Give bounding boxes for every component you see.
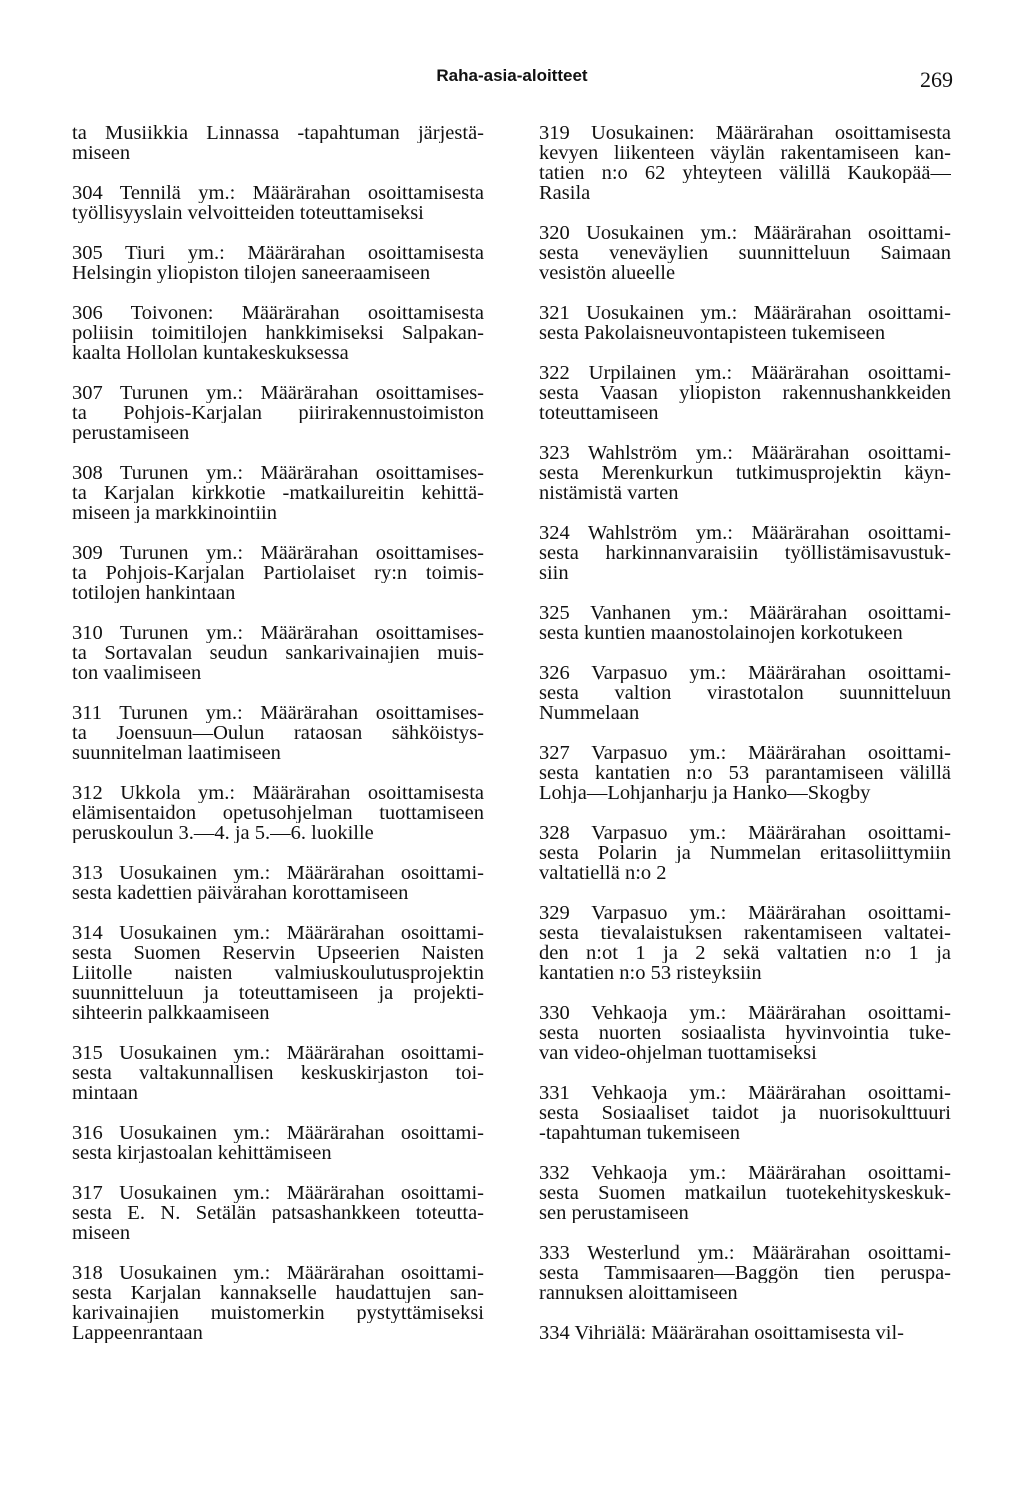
text-line: 322 Urpilainen ym.: Määrärahan osoittami-: [539, 363, 951, 383]
right-column: [539, 123, 951, 1363]
text-line: sesta Pakolaisneuvontapisteen tukemiseen: [539, 323, 886, 343]
text-line: Rasila: [539, 183, 591, 203]
text-line: sesta Suomen matkailun tuotekehityskeskuk-: [539, 1183, 951, 1203]
right-column-entry: [539, 903, 951, 983]
left-column-entry: [72, 543, 484, 603]
text-line: sesta Polarin ja Nummelan eritasoliittymiin: [539, 843, 951, 863]
text-line: miseen: [72, 143, 131, 163]
text-line: miseen: [72, 1223, 131, 1243]
text-line: 313 Uosukainen ym.: Määrärahan osoittami-: [72, 863, 484, 883]
text-line: perustamiseen: [72, 423, 190, 443]
right-column-entry: [539, 223, 951, 283]
text-line: van video-ohjelman tuottamiseksi: [539, 1043, 817, 1063]
text-line: 315 Uosukainen ym.: Määrärahan osoittami-: [72, 1043, 484, 1063]
text-line: 316 Uosukainen ym.: Määrärahan osoittami-: [72, 1123, 484, 1143]
right-column-entry: [539, 123, 951, 203]
text-line: karivainajien muistomerkin pystyttämiseksi: [72, 1303, 484, 1323]
text-line: Lappeenrantaan: [72, 1323, 203, 1343]
text-line: 327 Varpasuo ym.: Määrärahan osoittami-: [539, 743, 951, 763]
text-line: 331 Vehkaoja ym.: Määrärahan osoittami-: [539, 1083, 951, 1103]
text-line: 308 Turunen ym.: Määrärahan osoittamises-: [72, 463, 484, 483]
text-line: 311 Turunen ym.: Määrärahan osoittamises-: [72, 703, 484, 723]
text-line: elämisentaidon opetusohjelman tuottamiseen: [72, 803, 484, 823]
right-column-entry: [539, 363, 951, 423]
text-line: 321 Uosukainen ym.: Määrärahan osoittami-: [539, 303, 951, 323]
text-line: peruskoulun 3.—4. ja 5.—6. luokille: [72, 823, 374, 843]
text-line: sesta nuorten sosiaalista hyvinvointia tuke-: [539, 1023, 951, 1043]
text-line: sesta valtakunnallisen keskuskirjaston toi-: [72, 1063, 484, 1083]
left-column-entry: [72, 1123, 484, 1163]
text-line: Lohja—Lohjanharju ja Hanko—Skogby: [539, 783, 871, 803]
text-line: ton vaalimiseen: [72, 663, 202, 683]
text-line: rannuksen aloittamiseen: [539, 1283, 738, 1303]
text-line: sesta Vaasan yliopiston rakennushankkeiden: [539, 383, 951, 403]
text-line: 320 Uosukainen ym.: Määrärahan osoittami-: [539, 223, 951, 243]
text-line: 310 Turunen ym.: Määrärahan osoittamises-: [72, 623, 484, 643]
text-line: mintaan: [72, 1083, 139, 1103]
text-line: nistämistä varten: [539, 483, 679, 503]
text-line: suunnitelman laatimiseen: [72, 743, 281, 763]
text-line: poliisin toimitilojen hankkimiseksi Salpakan-: [72, 323, 484, 343]
text-line: 317 Uosukainen ym.: Määrärahan osoittami-: [72, 1183, 484, 1203]
text-line: 312 Ukkola ym.: Määrärahan osoittamisesta: [72, 783, 484, 803]
text-line: toteuttamiseen: [539, 403, 659, 423]
right-column-entry: [539, 523, 951, 583]
text-line: kantatien n:o 53 risteyksiin: [539, 963, 762, 983]
left-column-entry: [72, 383, 484, 443]
text-line: sesta E. N. Setälän patsashankkeen toteutta-: [72, 1203, 484, 1223]
text-line: työllisyyslain velvoitteiden toteuttamiseksi: [72, 203, 424, 223]
text-line: sesta Merenkurkun tutkimusprojektin käyn-: [539, 463, 951, 483]
left-column-entry: [72, 1263, 484, 1343]
left-column-entry: [72, 243, 484, 283]
right-column-entry: [539, 603, 951, 643]
right-column-entry: [539, 1163, 951, 1223]
left-column-entry: [72, 783, 484, 843]
text-line: 314 Uosukainen ym.: Määrärahan osoittami-: [72, 923, 484, 943]
page-number: 269: [920, 67, 953, 92]
text-line: 324 Wahlström ym.: Määrärahan osoittami-: [539, 523, 951, 543]
left-column-entry: [72, 703, 484, 763]
text-line: ta Pohjois-Karjalan piirirakennustoimiston: [72, 403, 484, 423]
text-line: totilojen hankintaan: [72, 583, 236, 603]
right-column-entry: [539, 663, 951, 723]
right-column-entry: [539, 823, 951, 883]
text-line: ta Sortavalan seudun sankarivainajien muis-: [72, 643, 484, 663]
text-line: sesta Tammisaaren—Baggön tien peruspa-: [539, 1263, 951, 1283]
text-line: 333 Westerlund ym.: Määrärahan osoittami-: [539, 1243, 951, 1263]
text-line: Liitolle naisten valmiuskoulutusprojektin: [72, 963, 484, 983]
right-column-entry: [539, 1083, 951, 1143]
text-line: 306 Toivonen: Määrärahan osoittamisesta: [72, 303, 484, 323]
text-line: sesta kadettien päivärahan korottamiseen: [72, 883, 409, 903]
text-line: sen perustamiseen: [539, 1203, 689, 1223]
text-line: 305 Tiuri ym.: Määrärahan osoittamisesta: [72, 243, 484, 263]
text-line: miseen ja markkinointiin: [72, 503, 277, 523]
text-line: ta Pohjois-Karjalan Partiolaiset ry:n toimis-: [72, 563, 484, 583]
text-line: suunnitteluun ja toteuttamiseen ja projekti-: [72, 983, 484, 1003]
left-column-entry: [72, 923, 484, 1023]
left-column-entry: [72, 183, 484, 223]
right-column-entry: [539, 743, 951, 803]
right-column-entry: [539, 1323, 951, 1343]
text-line: 328 Varpasuo ym.: Määrärahan osoittami-: [539, 823, 951, 843]
text-line: 309 Turunen ym.: Määrärahan osoittamises-: [72, 543, 484, 563]
text-line: ta Joensuun—Oulun rataosan sähköistys-: [72, 723, 484, 743]
text-line: siin: [539, 563, 569, 583]
text-line: sesta veneväylien suunnitteluun Saimaan: [539, 243, 951, 263]
text-line: 325 Vanhanen ym.: Määrärahan osoittami-: [539, 603, 951, 623]
text-line: Nummelaan: [539, 703, 640, 723]
text-line: valtatiellä n:o 2: [539, 863, 667, 883]
text-line: 334 Vihriälä: Määrärahan osoittamisesta vil-: [539, 1323, 905, 1343]
text-line: sesta kantatien n:o 53 parantamiseen välillä: [539, 763, 951, 783]
text-line: sesta kuntien maanostolainojen korkotukeen: [539, 623, 903, 643]
text-line: sesta kirjastoalan kehittämiseen: [72, 1143, 332, 1163]
text-line: ta Musiikkia Linnassa -tapahtuman järjestä-: [72, 123, 484, 143]
text-line: 332 Vehkaoja ym.: Määrärahan osoittami-: [539, 1163, 951, 1183]
text-line: sesta harkinnanvaraisiin työllistämisavustuk-: [539, 543, 951, 563]
text-line: kaalta Hollolan kuntakeskuksessa: [72, 343, 349, 363]
text-line: kevyen liikenteen väylän rakentamiseen kan-: [539, 143, 951, 163]
text-line: tatien n:o 62 yhteyteen välillä Kaukopää—: [539, 163, 951, 183]
text-line: den n:ot 1 ja 2 sekä valtatien n:o 1 ja: [539, 943, 951, 963]
right-column-entry: [539, 443, 951, 503]
left-column-entry: [72, 303, 484, 363]
left-column-entry: [72, 463, 484, 523]
left-column-entry: [72, 1043, 484, 1103]
text-line: 323 Wahlström ym.: Määrärahan osoittami-: [539, 443, 951, 463]
text-line: 307 Turunen ym.: Määrärahan osoittamises-: [72, 383, 484, 403]
left-column-entry: [72, 623, 484, 683]
right-column-entry: [539, 1243, 951, 1303]
left-column-entry: [72, 1183, 484, 1243]
left-column: [72, 123, 484, 1363]
text-line: 326 Varpasuo ym.: Määrärahan osoittami-: [539, 663, 951, 683]
text-line: 304 Tennilä ym.: Määrärahan osoittamisesta: [72, 183, 484, 203]
left-column-entry: [72, 863, 484, 903]
text-line: sihteerin palkkaamiseen: [72, 1003, 270, 1023]
right-column-entry: [539, 303, 951, 343]
text-line: vesistön alueelle: [539, 263, 676, 283]
text-line: sesta Suomen Reservin Upseerien Naisten: [72, 943, 484, 963]
text-line: sesta tievalaistuksen rakentamiseen valtatei-: [539, 923, 951, 943]
text-line: 318 Uosukainen ym.: Määrärahan osoittami-: [72, 1263, 484, 1283]
text-line: sesta Sosiaaliset taidot ja nuorisokulttuuri: [539, 1103, 951, 1123]
text-line: sesta Karjalan kannakselle haudattujen san-: [72, 1283, 484, 1303]
text-line: Helsingin yliopiston tilojen saneeraamiseen: [72, 263, 431, 283]
running-header-title: Raha-asia-aloitteet: [436, 66, 588, 85]
left-column-entry: [72, 123, 484, 163]
text-line: 319 Uosukainen: Määrärahan osoittamisesta: [539, 123, 951, 143]
text-line: ta Karjalan kirkkotie -matkailureitin kehittä-: [72, 483, 484, 503]
text-line: -tapahtuman tukemiseen: [539, 1123, 740, 1143]
text-line: 330 Vehkaoja ym.: Määrärahan osoittami-: [539, 1003, 951, 1023]
text-line: sesta valtion virastotalon suunnitteluun: [539, 683, 951, 703]
right-column-entry: [539, 1003, 951, 1063]
text-line: 329 Varpasuo ym.: Määrärahan osoittami-: [539, 903, 951, 923]
